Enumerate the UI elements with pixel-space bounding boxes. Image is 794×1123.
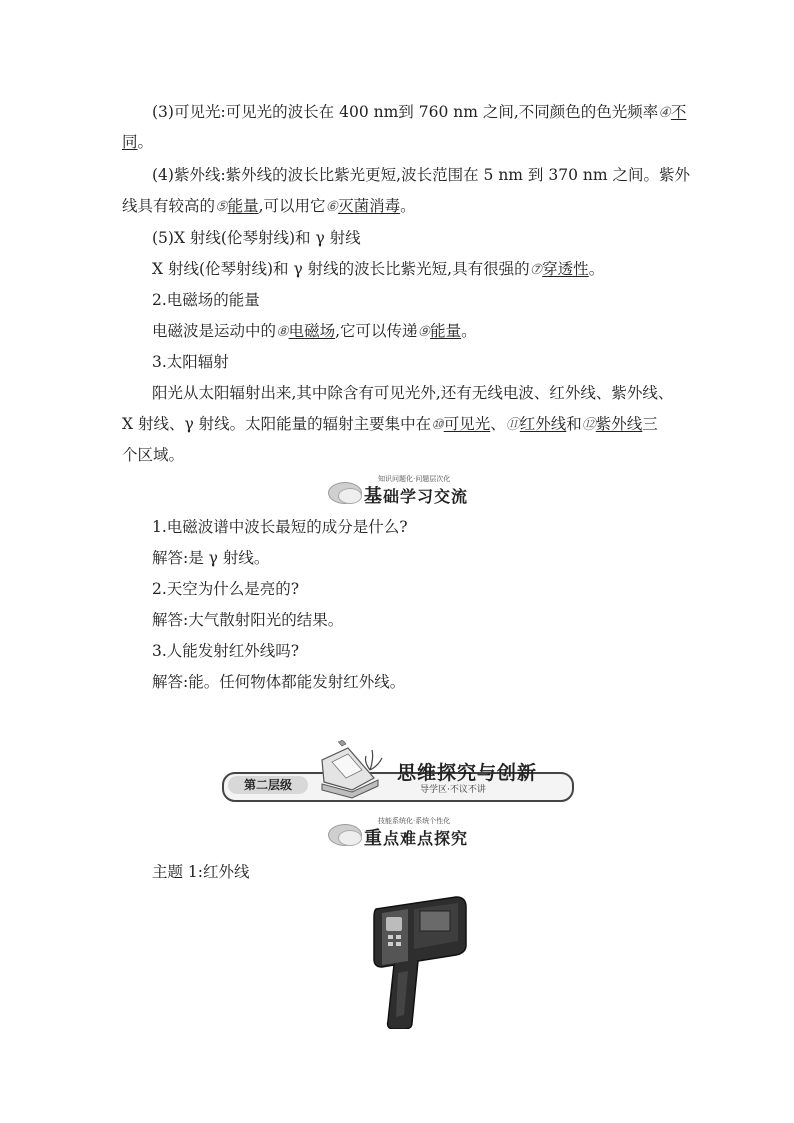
tier-title: 思维探究与创新 <box>397 762 538 784</box>
question-2: 2.天空为什么是亮的? <box>152 580 300 598</box>
section-banner-key <box>328 818 468 850</box>
answer-6: 灭菌消毒 <box>338 197 401 215</box>
section3-line3: 个区域。 <box>122 446 185 464</box>
answer-3: 解答:能。任何物体都能发射红外线。 <box>152 673 406 691</box>
answer-2: 解答:大气散射阳光的结果。 <box>152 611 344 629</box>
tier-subtitle: 导学区·不议不讲 <box>420 785 486 795</box>
speech-bubble-icon <box>328 480 364 504</box>
text: (3)可见光:可见光的波长在 400 nm到 760 nm 之间,不同颜色的色光频率 <box>152 103 659 121</box>
answer-8: 电磁场 <box>288 322 336 340</box>
banner-tagline: 知识问题化·问题层次化 <box>378 475 451 483</box>
speech-bubble-icon <box>328 822 364 846</box>
text: 电磁波是运动中的 <box>152 322 277 340</box>
text: X 射线、γ 射线。太阳能量的辐射主要集中在 <box>122 415 432 433</box>
text: X 射线(伦琴射线)和 γ 射线的波长比紫光短,具有很强的 <box>152 260 530 278</box>
answer-5: 能量 <box>227 197 259 215</box>
answer-7: 穿透性 <box>542 260 589 278</box>
infrared-thermometer-icon <box>368 895 472 1029</box>
text: 、 <box>490 415 506 433</box>
text: ,可以用它 <box>258 197 326 215</box>
tier-level-label: 第二层级 <box>228 776 308 794</box>
para5-heading: (5)X 射线(伦琴射线)和 γ 射线 <box>152 229 361 247</box>
para3-line1 <box>152 102 707 123</box>
answer-marker: ⑧ <box>276 324 289 340</box>
para5-line <box>152 259 707 280</box>
answer-4: 不 <box>670 103 687 121</box>
answer-12: 紫外线 <box>595 415 643 433</box>
answer-marker: ⑤ <box>215 199 228 215</box>
answer-marker: ⑥ <box>325 199 339 215</box>
answer-marker: ④ <box>658 105 671 121</box>
text: 。 <box>588 260 605 278</box>
answer-marker: ⑦ <box>529 262 543 278</box>
text: 三 <box>642 415 658 433</box>
tier-banner <box>222 738 572 808</box>
answer-9: 能量 <box>430 322 462 340</box>
banner-tagline: 技能系统化·系统个性化 <box>378 817 451 825</box>
answer-marker: ⑪ <box>505 417 520 433</box>
text: 。 <box>400 197 416 215</box>
text: 。 <box>461 322 477 340</box>
section3-heading: 3.太阳辐射 <box>152 353 229 371</box>
answer-1: 解答:是 γ 射线。 <box>152 549 270 567</box>
para3-line2 <box>122 132 677 152</box>
section2-heading: 2.电磁场的能量 <box>152 291 260 309</box>
text: ,它可以传递 <box>335 322 418 340</box>
section3-line2 <box>122 414 677 435</box>
topic-heading: 主题 1:红外线 <box>152 863 250 881</box>
answer-4-cont: 同 <box>122 133 138 151</box>
answer-marker: ⑨ <box>417 324 431 340</box>
para4-line1: (4)紫外线:紫外线的波长比紫光更短,波长范围在 5 nm 到 370 nm 之间。紫外 <box>152 166 690 184</box>
section-banner-basic <box>328 476 468 508</box>
section3-line1: 阳光从太阳辐射出来,其中除含有可见光外,还有无线电波、红外线、紫外线、 <box>152 384 674 402</box>
question-1: 1.电磁波谱中波长最短的成分是什么? <box>152 518 408 536</box>
section2-line <box>152 321 707 342</box>
banner-first-char: 基 <box>364 486 383 507</box>
banner-title: 础学习交流 <box>383 487 469 506</box>
question-3: 3.人能发射红外线吗? <box>152 642 300 660</box>
text: 。 <box>137 133 154 151</box>
answer-marker: ⑫ <box>581 417 596 433</box>
text: 线具有较高的 <box>122 197 216 215</box>
answer-10: 可见光 <box>443 415 491 433</box>
text: 和 <box>566 415 582 433</box>
answer-11: 红外线 <box>519 415 567 433</box>
answer-marker: ⑩ <box>431 417 444 433</box>
para4-line2 <box>122 196 677 217</box>
book-plant-icon <box>312 740 386 800</box>
banner-title: 点难点探究 <box>383 829 469 848</box>
banner-first-char: 重 <box>364 828 383 849</box>
